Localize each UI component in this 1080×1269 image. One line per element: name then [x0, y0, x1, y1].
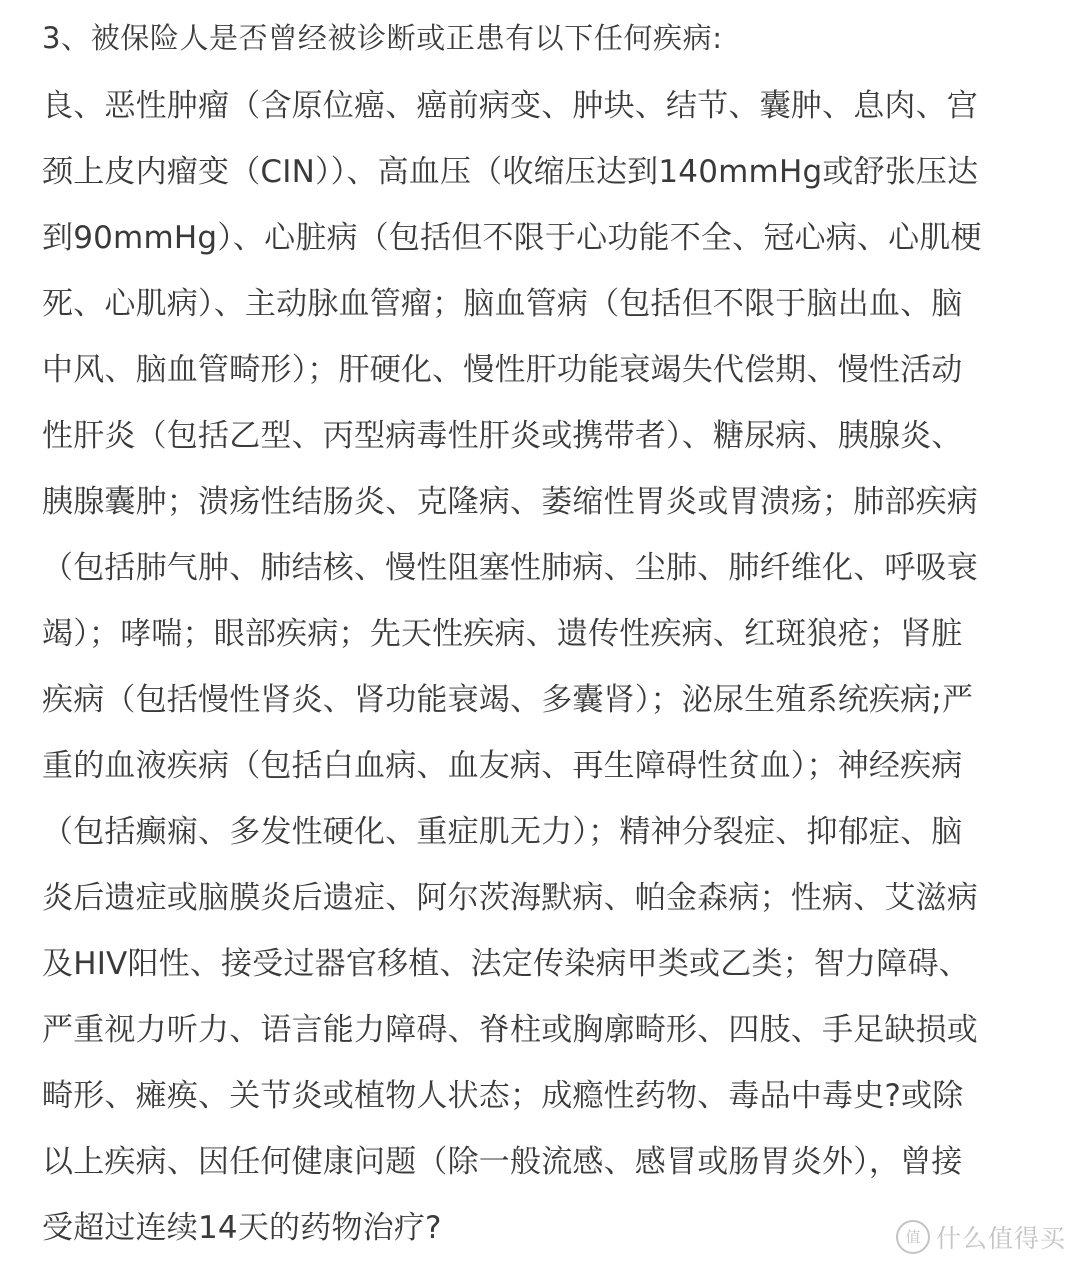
body-line: 性肝炎（包括乙型、丙型病毒性肝炎或携带者）、糖尿病、胰腺炎、: [42, 418, 963, 454]
body-line: 到90mmHg）、心脏病（包括但不限于心功能不全、冠心病、心肌梗: [42, 220, 982, 256]
body-line: 死、心肌病）、主动脉血管瘤；脑血管病（包括但不限于脑出血、脑: [42, 286, 963, 322]
body-line: 炎后遗症或脑膜炎后遗症、阿尔茨海默病、帕金森病；性病、艾滋病: [42, 880, 978, 916]
body-line: 重的血液疾病（包括白血病、血友病、再生障碍性贫血）；神经疾病: [42, 748, 963, 784]
body-line: 以上疾病、因任何健康问题（除一般流感、感冒或肠胃炎外），曾接: [42, 1144, 963, 1180]
body-line: （包括癫痫、多发性硬化、重症肌无力）；精神分裂症、抑郁症、脑: [42, 814, 963, 850]
body-line: 严重视力听力、语言能力障碍、脊柱或胸廓畸形、四肢、手足缺损或: [42, 1012, 978, 1048]
body-line: 良、恶性肿瘤（含原位癌、癌前病变、肿块、结节、囊肿、息肉、宫: [42, 88, 978, 124]
question-heading: 3、被保险人是否曾经被诊断或正患有以下任何疾病:: [42, 21, 723, 55]
watermark: [896, 1215, 1066, 1259]
body-line: 中风、脑血管畸形）；肝硬化、慢性肝功能衰竭失代偿期、慢性活动: [42, 352, 963, 388]
svg-text:值: 值: [905, 1228, 921, 1246]
body-line: （包括肺气肿、肺结核、慢性阻塞性肺病、尘肺、肺纤维化、呼吸衰: [42, 550, 978, 586]
body-line: 颈上皮内瘤变（CIN））、高血压（收缩压达到140mmHg或舒张压达: [42, 154, 979, 190]
zhidemai-logo-icon: [896, 1220, 930, 1254]
body-line: 畸形、瘫痪、关节炎或植物人状态；成瘾性药物、毒品中毒史?或除: [42, 1078, 964, 1114]
watermark-text: 什么值得买: [935, 1224, 1066, 1253]
body-line: 及HIV阳性、接受过器官移植、法定传染病甲类或乙类；智力障碍、: [42, 946, 970, 982]
body-line: 疾病（包括慢性肾炎、肾功能衰竭、多囊肾）；泌尿生殖系统疾病;严: [42, 682, 974, 718]
body-line: 胰腺囊肿；溃疡性结肠炎、克隆病、萎缩性胃炎或胃溃疡；肺部疾病: [42, 484, 978, 520]
body-line: 竭）；哮喘；眼部疾病；先天性疾病、遗传性疾病、红斑狼疮；肾脏: [42, 616, 963, 652]
body-line: 受超过连续14天的药物治疗?: [42, 1210, 442, 1246]
